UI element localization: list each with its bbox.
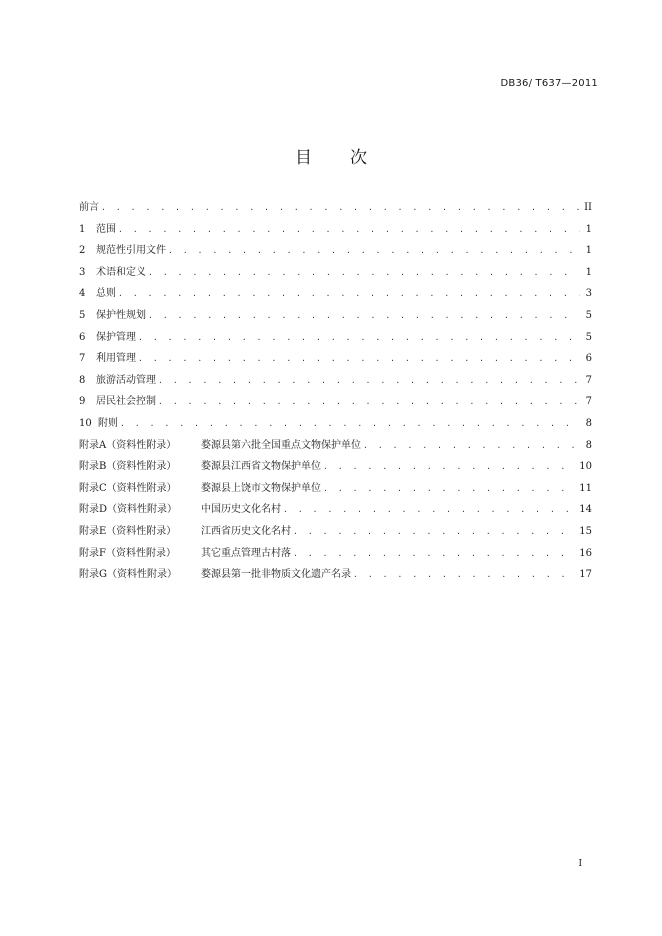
toc-entry-number: 7 [79,353,86,365]
toc-entry-10[interactable] [79,414,592,436]
leader-dots [293,549,575,558]
toc-entry-page: 7 [585,396,592,408]
leader-dots [118,225,580,234]
toc-entry-number: 5 [79,309,86,321]
table-of-contents [79,198,592,587]
toc-entry-2[interactable] [79,241,592,263]
toc-appendix-e[interactable] [79,522,592,544]
toc-entry-label: 中国历史文化名村 [201,504,281,516]
toc-entry-label: 婺源县江西省文物保护单位 [201,461,321,473]
toc-entry-label: 婺源县上饶市文物保护单位 [201,482,321,494]
appendix-id: 附录F（资料性附录） [79,547,176,559]
toc-appendix-a[interactable] [79,436,592,458]
title-char-1: 目 [295,148,312,168]
toc-entry-1[interactable] [79,220,592,242]
toc-entry-label: 总则 [96,288,116,300]
toc-entry-number: 10 [79,417,92,429]
toc-appendix-d[interactable] [79,500,592,522]
appendix-id: 附录D（资料性附录） [79,504,178,516]
leader-dots [101,203,580,212]
toc-entry-page: 3 [585,288,592,300]
toc-appendix-g[interactable] [79,565,592,587]
toc-entry-label: 其它重点管理古村落 [201,547,291,559]
toc-entry-4[interactable] [79,284,592,306]
toc-entry-page: 8 [585,439,592,451]
toc-entry-label: 范围 [96,223,116,235]
toc-entry-page: 15 [579,525,592,537]
leader-dots [120,419,580,428]
toc-entry-foreword[interactable] [79,198,592,220]
toc-entry-page: 7 [585,374,592,386]
toc-entry-label: 附则 [98,417,118,429]
toc-entry-page: 1 [585,245,592,257]
toc-entry-number: 4 [79,288,86,300]
toc-entry-number: 6 [79,331,86,343]
toc-entry-label: 前言 [79,202,99,213]
leader-dots [158,376,580,385]
toc-entry-number: 9 [79,396,86,408]
appendix-id: 附录B（资料性附录） [79,461,177,473]
standard-code: DB36/ T637—2011 [500,78,598,89]
toc-entry-label: 居民社会控制 [96,396,156,408]
toc-entry-number: 8 [79,374,86,386]
toc-entry-page: 6 [585,353,592,365]
toc-entry-7[interactable] [79,349,592,371]
toc-entry-page: 1 [585,266,592,278]
toc-entry-page: 16 [579,547,592,559]
leader-dots [283,505,575,514]
toc-entry-number: 2 [79,245,86,257]
appendix-id: 附录A（资料性附录） [79,439,177,451]
leader-dots [363,441,580,450]
leader-dots [138,354,580,363]
toc-entry-label: 保护性规划 [96,309,146,321]
toc-entry-label: 术语和定义 [96,266,146,278]
leader-dots [118,289,580,298]
page-title [0,143,662,168]
toc-entry-label: 江西省历史文化名村 [201,525,291,537]
leader-dots [353,570,575,579]
toc-entry-page: 14 [579,504,592,516]
toc-entry-page: 1 [585,223,592,235]
leader-dots [158,397,580,406]
toc-entry-9[interactable] [79,392,592,414]
page-number: I [578,859,582,869]
toc-entry-page: II [584,202,592,213]
leader-dots [323,462,575,471]
toc-appendix-c[interactable] [79,479,592,501]
title-char-2: 次 [350,148,367,168]
toc-entry-3[interactable] [79,263,592,285]
toc-entry-5[interactable] [79,306,592,328]
toc-appendix-f[interactable] [79,544,592,566]
toc-entry-page: 11 [579,482,592,494]
leader-dots [293,527,575,536]
toc-appendix-b[interactable] [79,457,592,479]
leader-dots [148,311,580,320]
leader-dots [138,333,580,342]
appendix-id: 附录C（资料性附录） [79,482,177,494]
toc-entry-label: 保护管理 [96,331,136,343]
toc-entry-label: 婺源县第六批全国重点文物保护单位 [201,439,361,451]
toc-entry-number: 1 [79,223,86,235]
appendix-id: 附录G（资料性附录） [79,569,177,581]
toc-entry-label: 规范性引用文件 [96,245,166,257]
toc-entry-page: 17 [579,569,592,581]
toc-entry-page: 5 [585,309,592,321]
toc-entry-label: 利用管理 [96,353,136,365]
leader-dots [148,268,580,277]
toc-entry-label: 婺源县第一批非物质文化遗产名录 [201,569,351,581]
leader-dots [323,484,575,493]
appendix-id: 附录E（资料性附录） [79,525,177,537]
toc-entry-page: 10 [579,461,592,473]
toc-entry-page: 5 [585,331,592,343]
toc-entry-label: 旅游活动管理 [96,374,156,386]
leader-dots [168,246,580,255]
toc-entry-8[interactable] [79,371,592,393]
toc-entry-6[interactable] [79,328,592,350]
toc-entry-number: 3 [79,266,86,278]
toc-entry-page: 8 [585,417,592,429]
